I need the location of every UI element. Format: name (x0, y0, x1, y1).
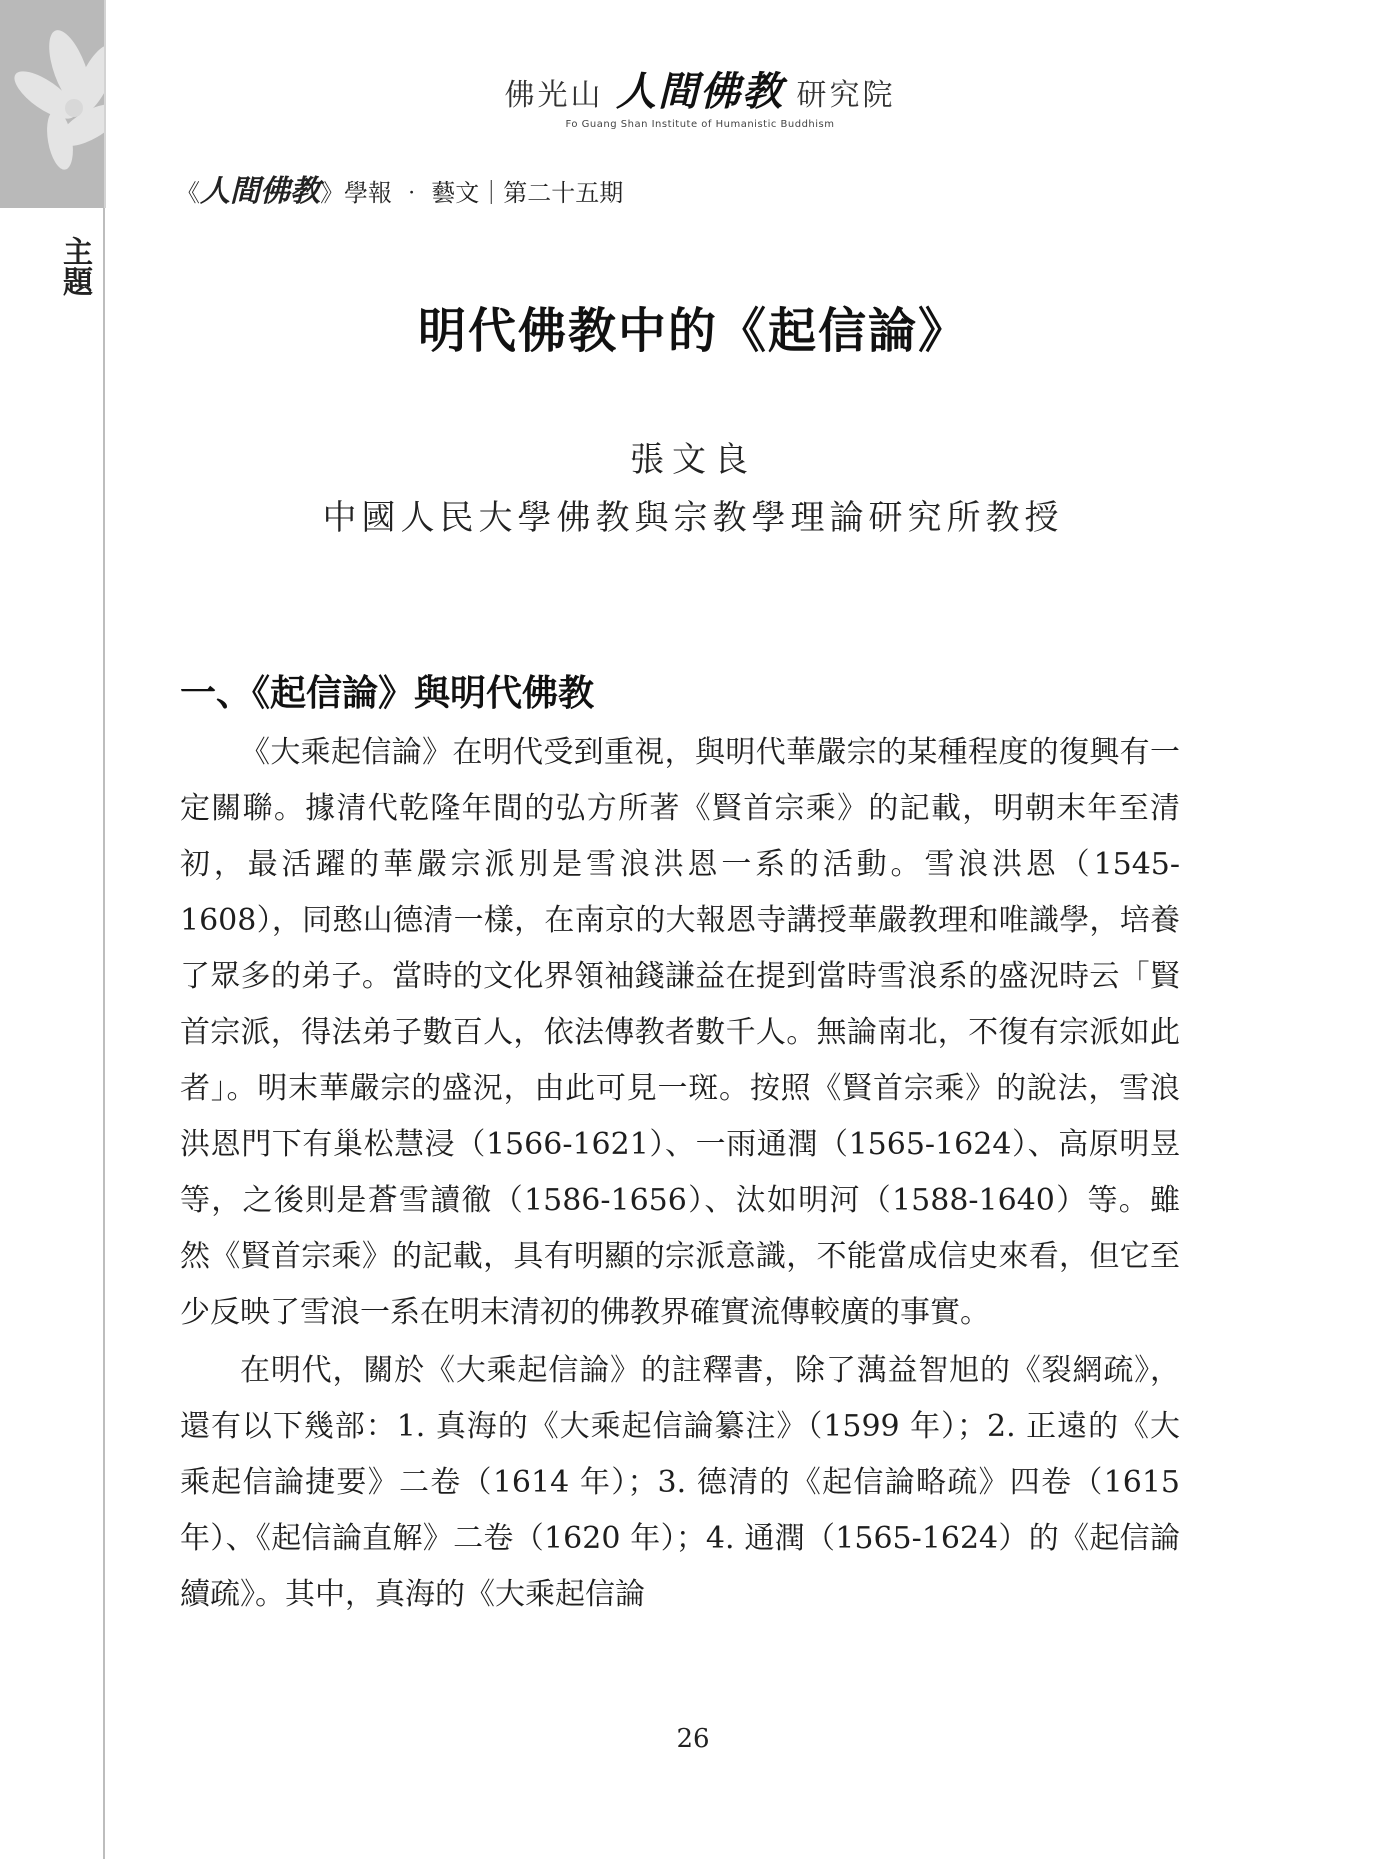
institute-prefix: 佛光山 (504, 78, 604, 113)
corner-decoration (0, 0, 104, 208)
corner-divider (104, 0, 106, 208)
journal-open-bracket: 《 (176, 179, 200, 207)
paragraph: 《大乘起信論》在明代受到重視，與明代華嚴宗的某種程度的復興有一定關聯。據清代乾隆年間的弘方所著《賢首宗乘》的記載，明朝末年至清初，最活躍的華嚴宗派別是雪浪洪恩一系的活動。雪浪洪恩（1545-1608），同憨山德清一樣，在南京的大報恩寺講授華嚴教理和唯識學，培養了眾多的弟子。當時的文化界領袖錢謙益在提到當時雪浪系的盛況時云「賢首宗派，得法弟子數百人，依法傳教者數千人。無論南北，不復有宗派如此者」。明末華嚴宗的盛況，由此可見一斑。按照《賢首宗乘》的說法，雪浪洪恩門下有巢松慧浸（1566-1621）、一雨通潤（1565-1624）、高原明昱等，之後則是蒼雪讀徹（1586-1656）、汰如明河（1588-1640）等。雖然《賢首宗乘》的記載，具有明顯的宗派意識，不能當成信史來看，但它至少反映了雪浪一系在明末清初的佛教界確實流傳較廣的事實。 (180, 735, 1180, 1330)
lotus-flower-icon (0, 0, 104, 208)
institute-english-name: Fo Guang Shan Institute of Humanistic Buddhism (565, 119, 835, 130)
paragraph: 在明代，關於《大乘起信論》的註釋書，除了蕅益智旭的《裂網疏》，還有以下幾部：1. 真海的《大乘起信論纂注》（1599 年）；2. 正遠的《大乘起信論捷要》二卷（1614 年）；3. 德清的《起信論略疏》四卷（1615 年）、《起信論直解》二卷（1620 年）；4. 通潤（1565-1624）的《起信論續疏》。其中，真海的《大乘起信論 (180, 1353, 1180, 1612)
section-heading: 一、《起信論》與明代佛教 (180, 672, 595, 714)
side-section-tab: 主題 (57, 236, 92, 296)
author-affiliation: 中國人民大學佛教與宗教學理論研究所教授 (322, 498, 1064, 538)
institute-name (480, 60, 920, 117)
institute-header (480, 60, 920, 130)
page-number: 26 (676, 1724, 710, 1754)
journal-running-header (176, 166, 623, 210)
journal-brand: 人間佛教 (200, 174, 320, 209)
journal-issue: 》學報 ‧ 藝文｜第二十五期 (320, 179, 624, 207)
institute-suffix: 研究院 (796, 78, 896, 113)
article-title: 明代佛教中的《起信論》 (417, 303, 968, 359)
author-name: 張文良 (630, 440, 756, 480)
body-text (180, 725, 1180, 1625)
institute-brand: 人間佛教 (616, 68, 784, 115)
